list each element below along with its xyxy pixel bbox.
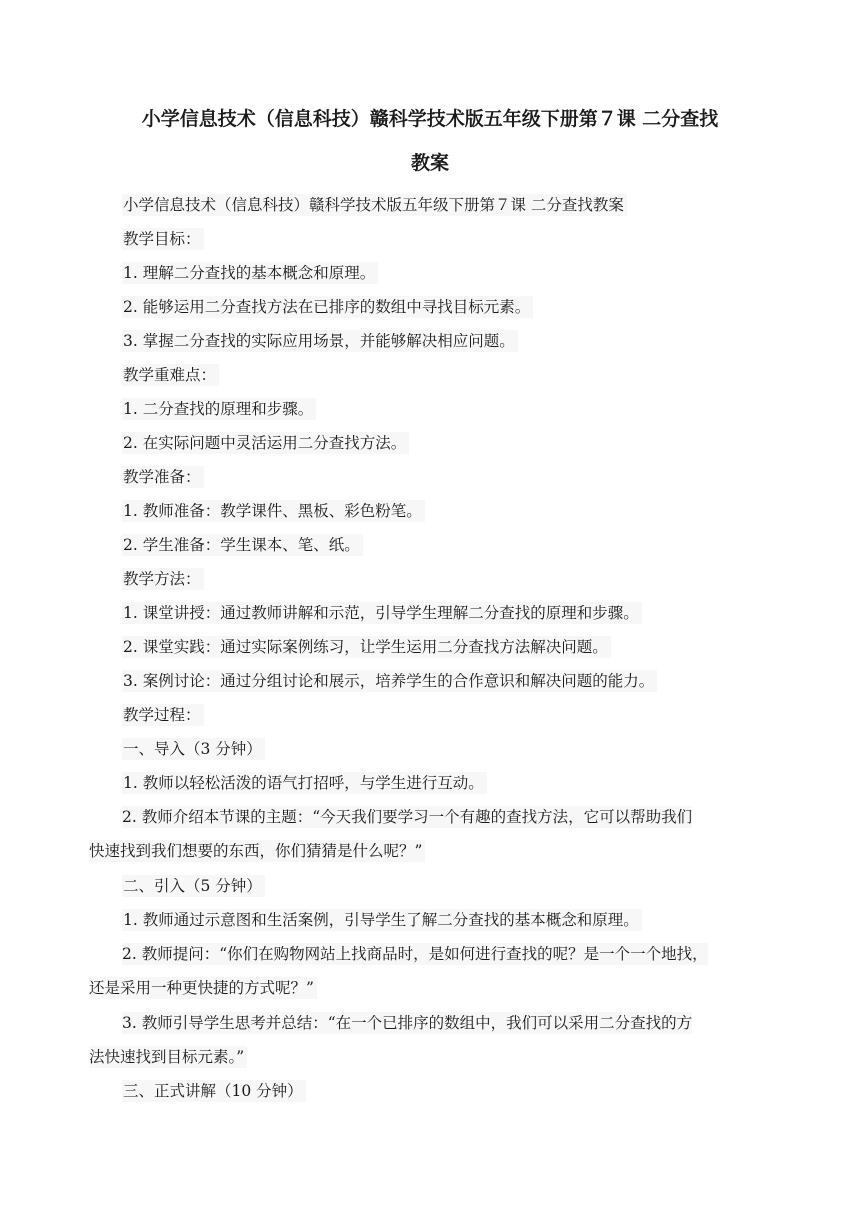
document-title-line1: 小学信息技术（信息科技）赣科学技术版五年级下册第７课 二分查找: [141, 108, 719, 130]
heading-process: 教学过程：: [122, 704, 204, 726]
list-item: 1. 课堂讲授：通过教师讲解和示范，引导学生理解二分查找的原理和步骤。: [122, 602, 642, 624]
list-item: 1. 教师以轻松活泼的语气打招呼，与学生进行互动。: [122, 772, 487, 794]
heading-preparation: 教学准备：: [122, 466, 204, 488]
list-item: 2. 学生准备：学生课本、笔、纸。: [122, 534, 363, 556]
list-item: 1. 教师通过示意图和生活案例，引导学生了解二分查找的基本概念和原理。: [122, 909, 642, 931]
heading-teaching-goals: 教学目标：: [122, 228, 204, 250]
document-title-line2: 教案: [410, 152, 449, 174]
paragraph-line: 3. 教师引导学生思考并总结：“在一个已排序的数组中，我们可以采用二分查找的方: [122, 1014, 693, 1032]
paragraph-line: 法快速找到目标元素。”: [89, 1046, 247, 1068]
list-item: 1. 教师准备：教学课件、黑板、彩色粉笔。: [122, 500, 425, 522]
section-heading: 三、正式讲解（10 分钟）: [122, 1080, 306, 1102]
section-heading: 二、引入（5 分钟）: [122, 875, 265, 897]
list-item: 3. 案例讨论：通过分组讨论和展示，培养学生的合作意识和解决问题的能力。: [122, 670, 657, 692]
subtitle-line: 小学信息技术（信息科技）赣科学技术版五年级下册第７课 二分查找教案: [122, 194, 627, 216]
list-item: 1. 二分查找的原理和步骤。: [122, 398, 316, 420]
section-heading: 一、导入（3 分钟）: [122, 738, 265, 760]
paragraph-line: 快速找到我们想要的东西，你们猜猜是什么呢？”: [89, 840, 425, 862]
heading-methods: 教学方法：: [122, 568, 204, 590]
heading-key-points: 教学重难点：: [122, 364, 219, 386]
paragraph-line: 2. 教师介绍本节课的主题：“今天我们要学习一个有趣的查找方法，它可以帮助我们: [122, 808, 693, 826]
list-item: 1. 理解二分查找的基本概念和原理。: [122, 262, 378, 284]
list-item: 2. 课堂实践：通过实际案例练习，让学生运用二分查找方法解决问题。: [122, 636, 611, 658]
list-item: 2. 能够运用二分查找方法在已排序的数组中寻找目标元素。: [122, 296, 533, 318]
paragraph-line: 2. 教师提问：“你们在购物网站上找商品时，是如何进行查找的呢？是一个一个地找，: [122, 945, 708, 963]
list-item: 3. 掌握二分查找的实际应用场景，并能够解决相应问题。: [122, 330, 518, 352]
list-item: 2. 在实际问题中灵活运用二分查找方法。: [122, 432, 409, 454]
paragraph-line: 还是采用一种更快捷的方式呢？”: [89, 977, 317, 999]
